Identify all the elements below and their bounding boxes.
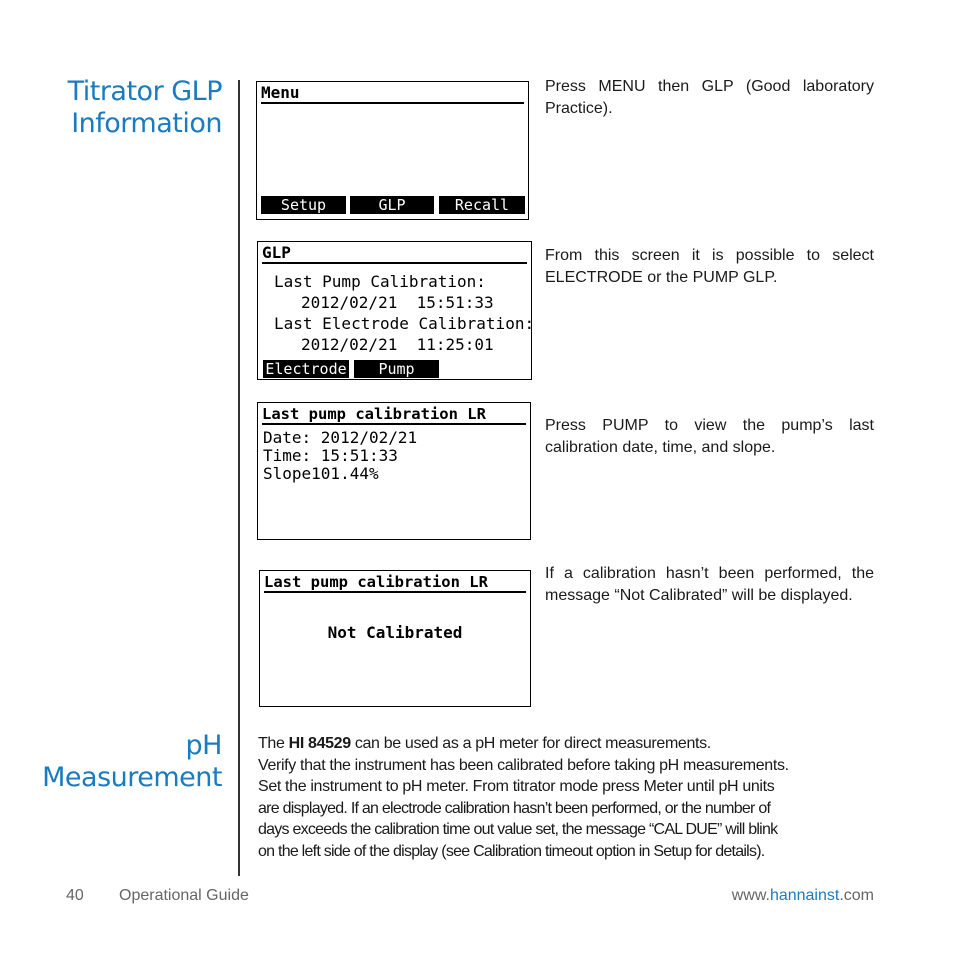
lcd-line-time: Time: 15:51:33	[263, 446, 398, 465]
paragraph-line-1	[258, 733, 874, 755]
model-number: HI 84529	[288, 735, 351, 752]
page-number: 40	[66, 887, 84, 904]
paragraph-text: can be used as a pH meter for direct measurements.	[350, 735, 711, 752]
section-title-ph-line2: Measurement	[42, 762, 222, 793]
paragraph-line-2: Verify that the instrument has been calibrated before taking pH measurements.	[258, 756, 789, 774]
paragraph-line-4: are displayed. If an electrode calibration hasn’t been performed, or the number of	[258, 799, 771, 817]
lcd-title: Last pump calibration LR	[264, 573, 526, 593]
lcd-line-slope: Slope101.44%	[263, 464, 379, 483]
lcd-line-electrode-label: Last Electrode Calibration:	[274, 314, 535, 333]
lcd-line-electrode-datetime: 2012/02/21 11:25:01	[301, 335, 494, 354]
section-title-glp-line2: Information	[71, 108, 222, 139]
softkey-electrode[interactable]: Electrode	[263, 360, 349, 378]
lcd-screen-menu	[256, 81, 529, 220]
lcd-line-date: Date: 2012/02/21	[263, 428, 418, 447]
softkey-bar	[260, 196, 525, 214]
lcd-screen-not-calibrated	[259, 570, 531, 707]
footer-guide-label: Operational Guide	[119, 887, 249, 904]
lcd-not-calibrated-message: Not Calibrated	[327, 623, 463, 642]
footer-url	[732, 886, 874, 906]
lcd-line-pump-label: Last Pump Calibration:	[274, 272, 486, 291]
softkey-glp[interactable]: GLP	[350, 196, 434, 214]
lcd-title: Last pump calibration LR	[262, 405, 526, 425]
url-brand: hannainst	[769, 887, 840, 904]
section-title-ph	[42, 730, 222, 794]
description-pump: Press PUMP to view the pump’s last calibration date, time, and slope.	[545, 417, 874, 456]
paragraph-line-5: days exceeds the calibration time out value set, the message “CAL DUE” will blink	[258, 821, 778, 838]
section-title-ph-line1: pH	[185, 730, 222, 761]
ph-measurement-paragraph	[258, 733, 874, 862]
section-title-glp	[68, 76, 222, 140]
paragraph-text: The	[258, 735, 289, 752]
description-menu: Press MENU then GLP (Good laboratory Practice).	[545, 78, 874, 117]
softkey-bar	[261, 360, 528, 378]
description-glp: From this screen it is possible to select ELECTRODE or the PUMP GLP.	[545, 247, 874, 286]
paragraph-line-3: Set the instrument to pH meter. From titrator mode press Meter until pH units	[258, 778, 775, 795]
lcd-title: Menu	[261, 84, 524, 104]
section-title-glp-line1: Titrator GLP	[67, 76, 222, 107]
url-suffix: .com	[839, 887, 874, 904]
paragraph-line-6: on the left side of the display (see Calibration timeout option in Setup for details).	[258, 842, 765, 860]
lcd-screen-pump-calibration	[257, 402, 531, 540]
lcd-line-pump-datetime: 2012/02/21 15:51:33	[301, 293, 494, 312]
vertical-divider	[238, 80, 240, 876]
softkey-recall[interactable]: Recall	[439, 196, 525, 214]
url-prefix: www.	[731, 887, 770, 904]
lcd-title: GLP	[262, 244, 527, 264]
softkey-pump[interactable]: Pump	[354, 360, 439, 378]
description-not-calibrated: If a calibration hasn’t been performed, the message “Not Calibrated” will be displayed.	[545, 565, 874, 604]
softkey-setup[interactable]: Setup	[261, 196, 346, 214]
lcd-screen-glp	[257, 241, 535, 380]
